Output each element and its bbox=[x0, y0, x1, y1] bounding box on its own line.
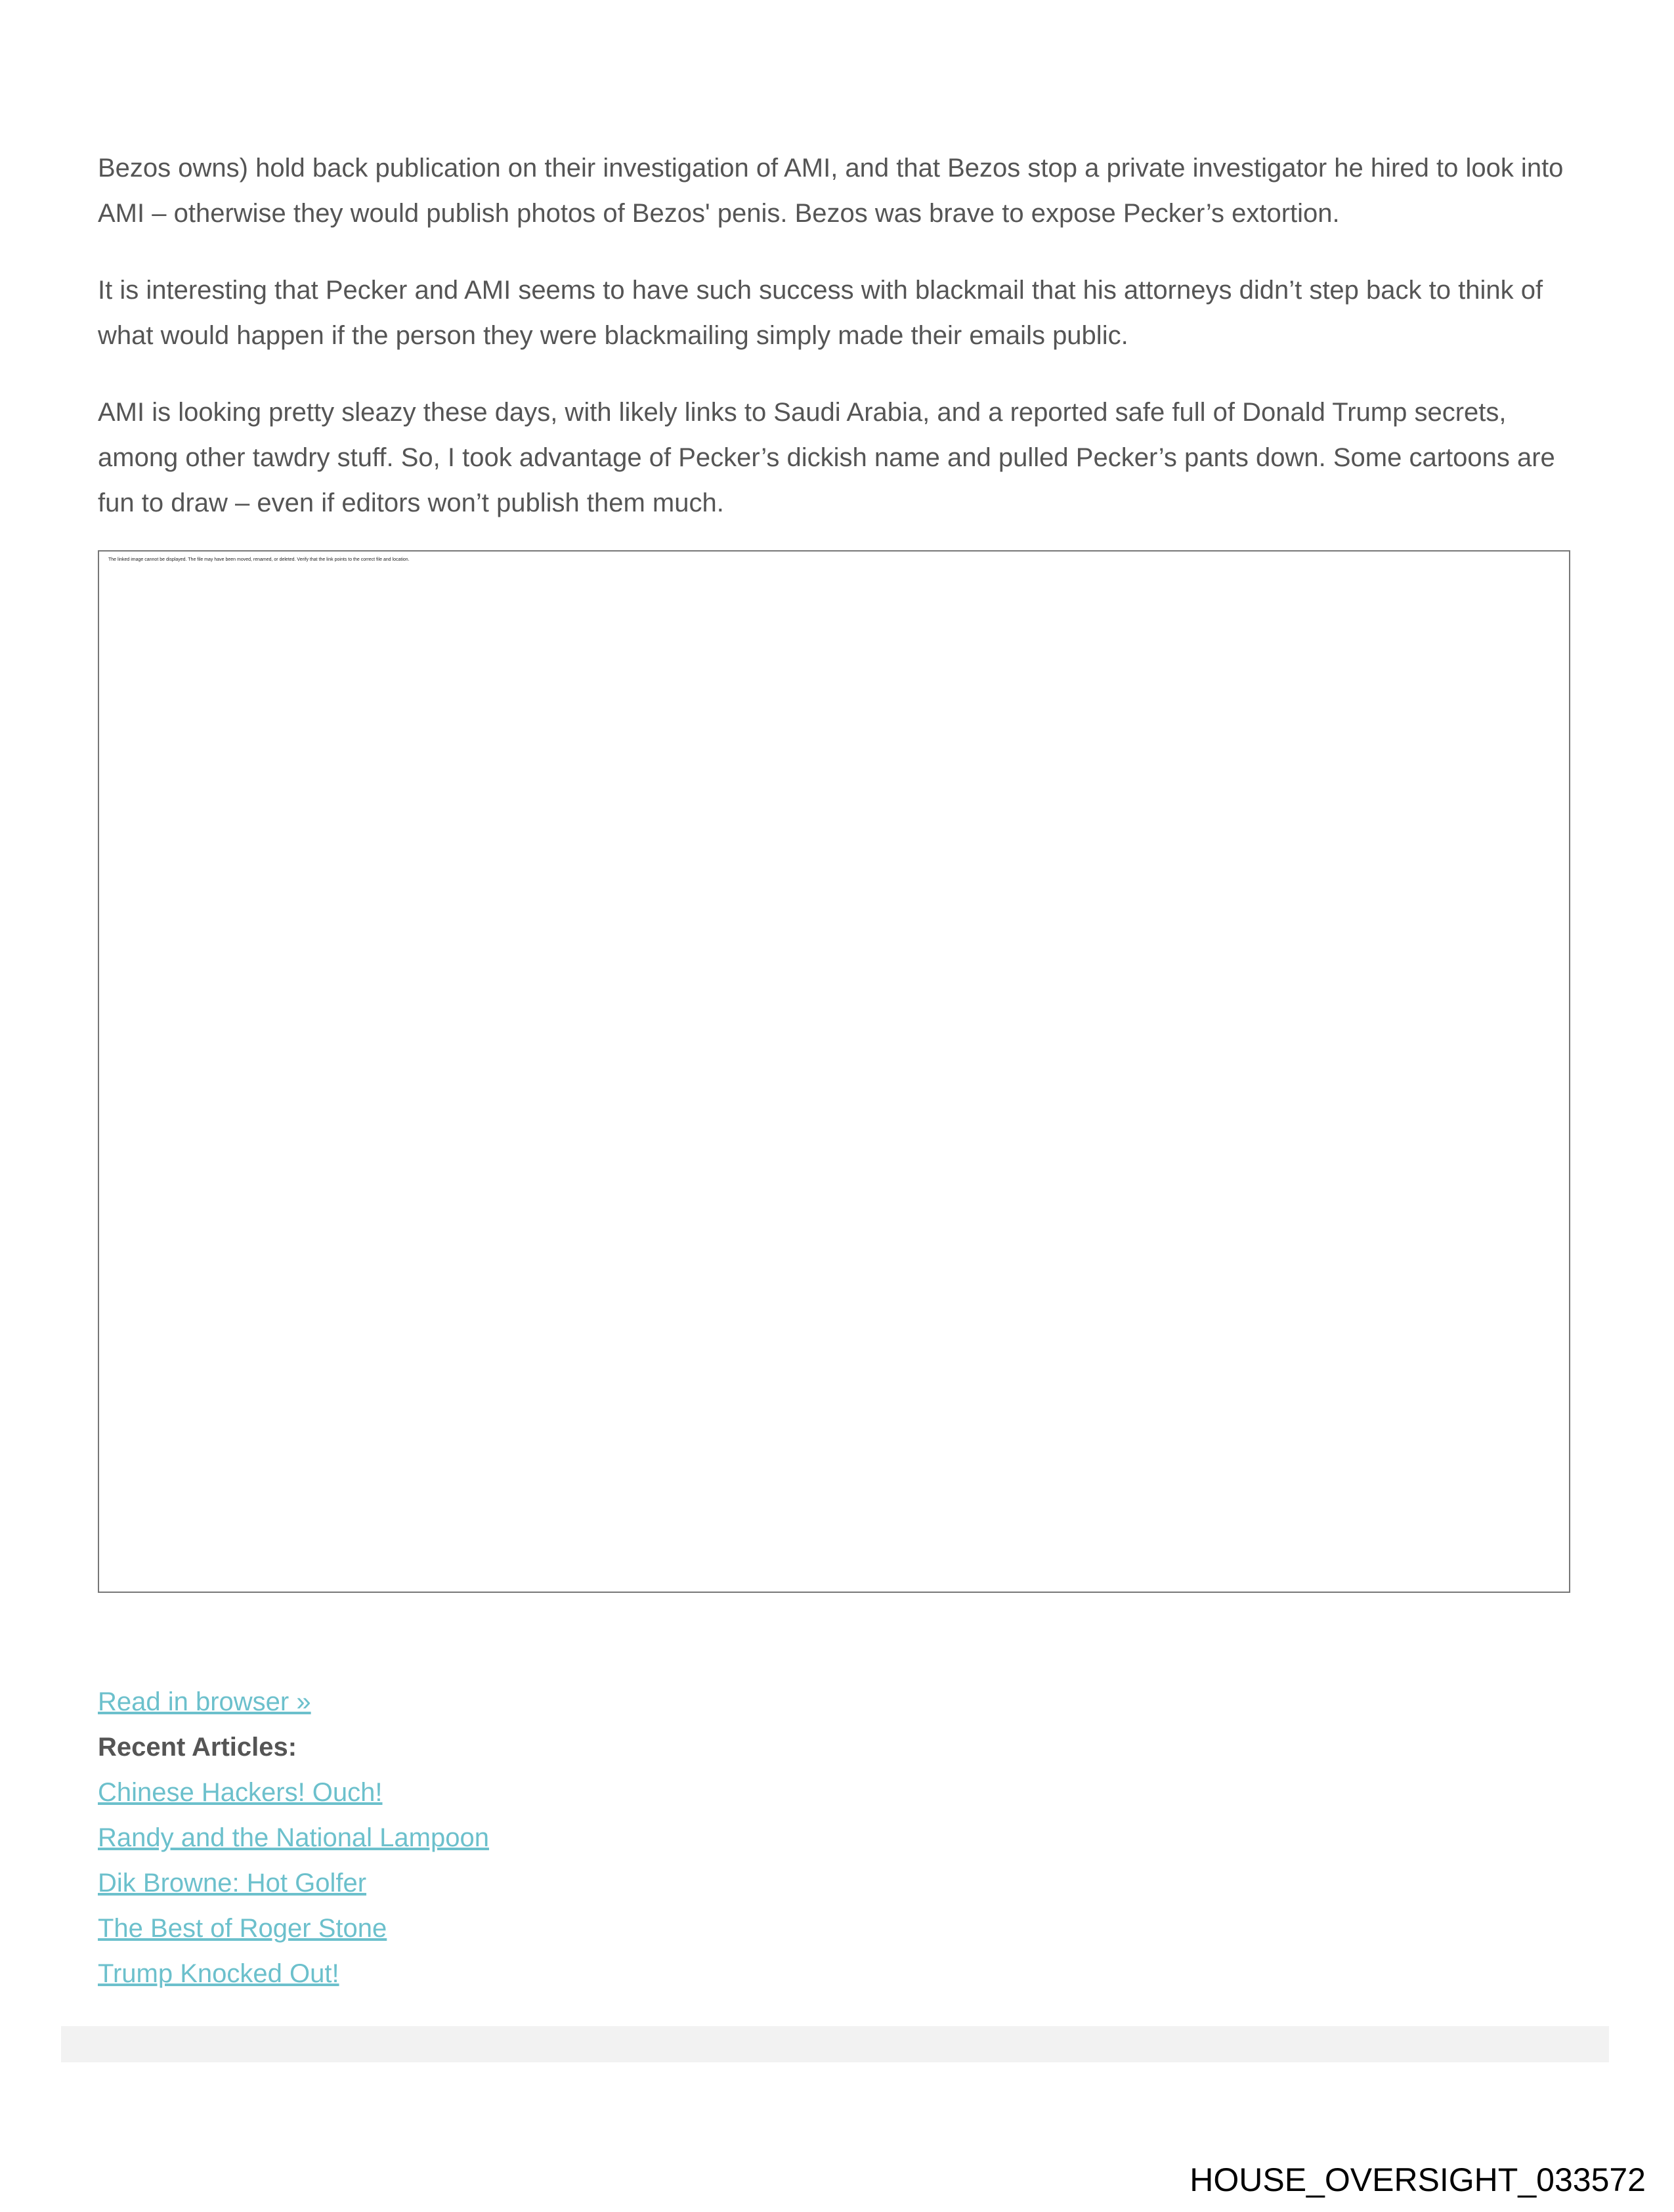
recent-article-link[interactable]: The Best of Roger Stone bbox=[98, 1914, 387, 1943]
recent-article-link[interactable]: Dik Browne: Hot Golfer bbox=[98, 1869, 367, 1898]
paragraph: It is interesting that Pecker and AMI seems to have such success with blackmail that his attorneys didn’t step back to think of what would happen if the person they were blackmailing simply made their emails public. bbox=[98, 276, 1543, 350]
paragraph: Bezos owns) hold back publication on their investigation of AMI, and that Bezos stop a private investigator he hired to look into AMI – otherwise they would publish photos of Bezos' penis. Bezos was brave to expose Pecker’s extortion. bbox=[98, 154, 1564, 228]
paragraph: AMI is looking pretty sleazy these days, with likely links to Saudi Arabia, and a reported safe full of Donald Trump secrets, among other tawdry stuff. So, I took advantage of Pecker’s dickish name and pulled Pecker’s pants down. Some cartoons are fun to draw – even if editors won’t publish them much. bbox=[98, 398, 1555, 517]
article-body bbox=[98, 146, 1575, 557]
recent-article-link[interactable]: Randy and the National Lampoon bbox=[98, 1823, 489, 1852]
recent-article-link[interactable]: Chinese Hackers! Ouch! bbox=[98, 1778, 383, 1807]
recent-article-link[interactable]: Trump Knocked Out! bbox=[98, 1959, 339, 1988]
bates-number: HOUSE_OVERSIGHT_033572 bbox=[1190, 2161, 1646, 2198]
footer-bar bbox=[61, 2026, 1609, 2062]
article-links bbox=[98, 1680, 1017, 1997]
image-alt-text: The linked image cannot be displayed. The file may have been moved, renamed, or deleted. Verify that the link points to the correct file and location. bbox=[108, 557, 410, 562]
read-in-browser-link[interactable]: Read in browser » bbox=[98, 1687, 311, 1716]
broken-image-placeholder bbox=[98, 550, 1570, 1593]
recent-articles-heading: Recent Articles: bbox=[98, 1733, 297, 1762]
